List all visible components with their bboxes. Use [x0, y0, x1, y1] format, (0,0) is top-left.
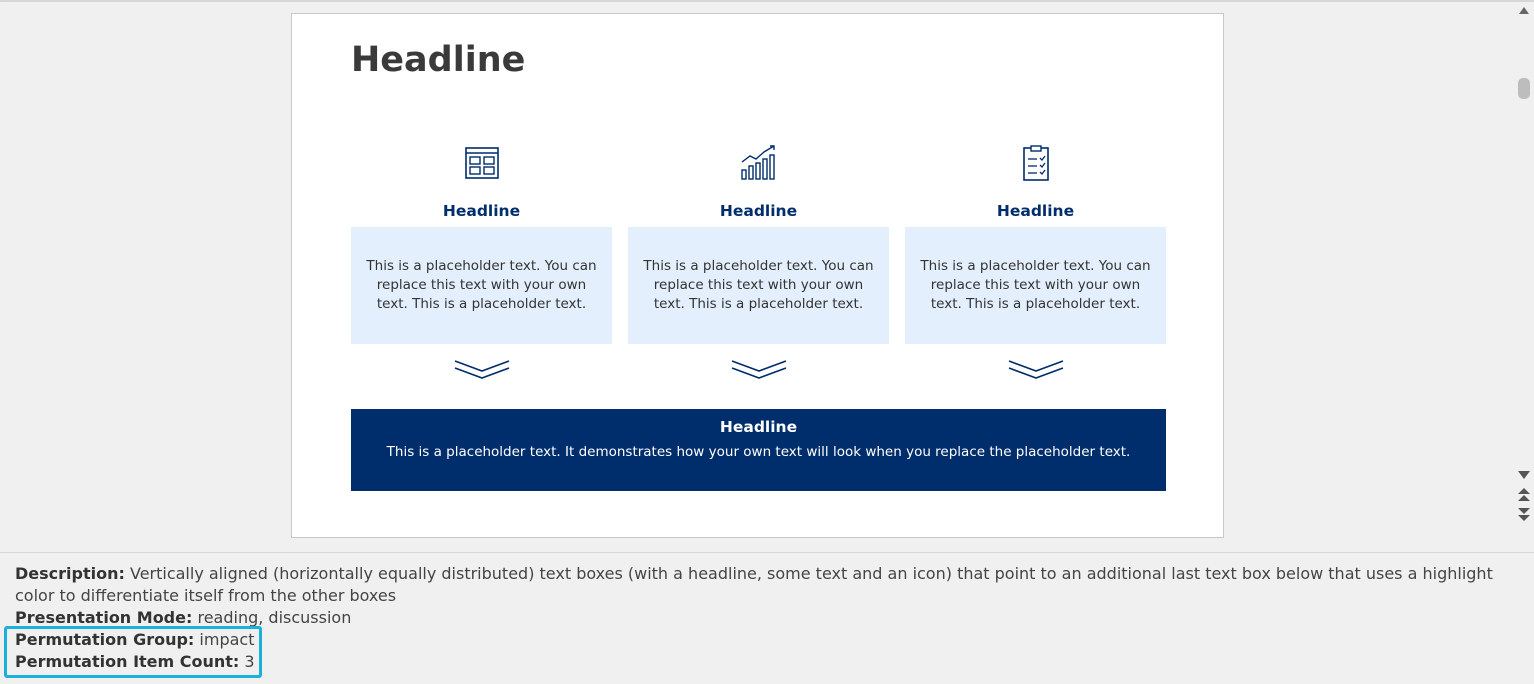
highlight-headline: Headline: [719, 418, 798, 436]
highlight-box: [351, 409, 1166, 491]
presentation-mode-label: Presentation Mode:: [15, 608, 193, 627]
double-triangle-down-icon: [1518, 508, 1530, 522]
double-triangle-up-icon: [1518, 488, 1530, 502]
column-text-box: [351, 227, 612, 344]
column-headline: Headline: [442, 202, 521, 220]
chevron-down-icon: [1007, 359, 1065, 383]
permutation-group-label: Permutation Group:: [15, 630, 195, 649]
column-headline: Headline: [996, 202, 1075, 220]
scrollbar-thumb[interactable]: [1518, 78, 1530, 99]
permutation-item-count-value: 3: [244, 652, 255, 671]
description-label: Description:: [15, 564, 125, 583]
clipboard-checklist-icon: [1017, 144, 1055, 182]
description-line: [15, 563, 1505, 607]
column-text-box: [905, 227, 1166, 344]
column-headline: Headline: [719, 202, 798, 220]
column-text: This is a placeholder text. You can replace this text with your own text. This is a placeholder text.: [643, 258, 874, 312]
dashboard-layout-icon: [463, 144, 501, 182]
triangle-up-icon: [1519, 7, 1529, 14]
scroll-up-button[interactable]: [1517, 3, 1531, 17]
description-value: Vertically aligned (horizontally equally distributed) text boxes (with a headline, some text and an icon) that point to an additional last text box below that uses a highlight color to differentiate itself from the other boxes: [15, 564, 1493, 605]
vertical-scrollbar[interactable]: [1514, 2, 1534, 552]
column-text: This is a placeholder text. You can replace this text with your own text. This is a placeholder text.: [366, 258, 597, 312]
scroll-down-button[interactable]: [1517, 468, 1531, 482]
column-text-box: [628, 227, 889, 344]
slide-title: Headline: [351, 40, 526, 80]
chevron-down-icon: [453, 359, 511, 383]
focus-highlight-outline: [4, 626, 262, 678]
permutation-group-value: impact: [199, 630, 255, 649]
bar-chart-growth-icon: [740, 144, 778, 182]
triangle-down-icon: [1518, 471, 1530, 479]
permutation-item-count-label: Permutation Item Count:: [15, 652, 240, 671]
presentation-mode-value: reading, discussion: [197, 608, 352, 627]
previous-page-button[interactable]: [1517, 488, 1531, 502]
highlight-text: This is a placeholder text. It demonstrates how your own text will look when you replace the placeholder text.: [386, 444, 1131, 460]
column-text: This is a placeholder text. You can replace this text with your own text. This is a placeholder text.: [920, 258, 1151, 312]
chevron-down-icon: [730, 359, 788, 383]
slide-preview-area: [0, 2, 1514, 552]
slide-canvas: [291, 13, 1224, 538]
next-page-button[interactable]: [1517, 508, 1531, 522]
